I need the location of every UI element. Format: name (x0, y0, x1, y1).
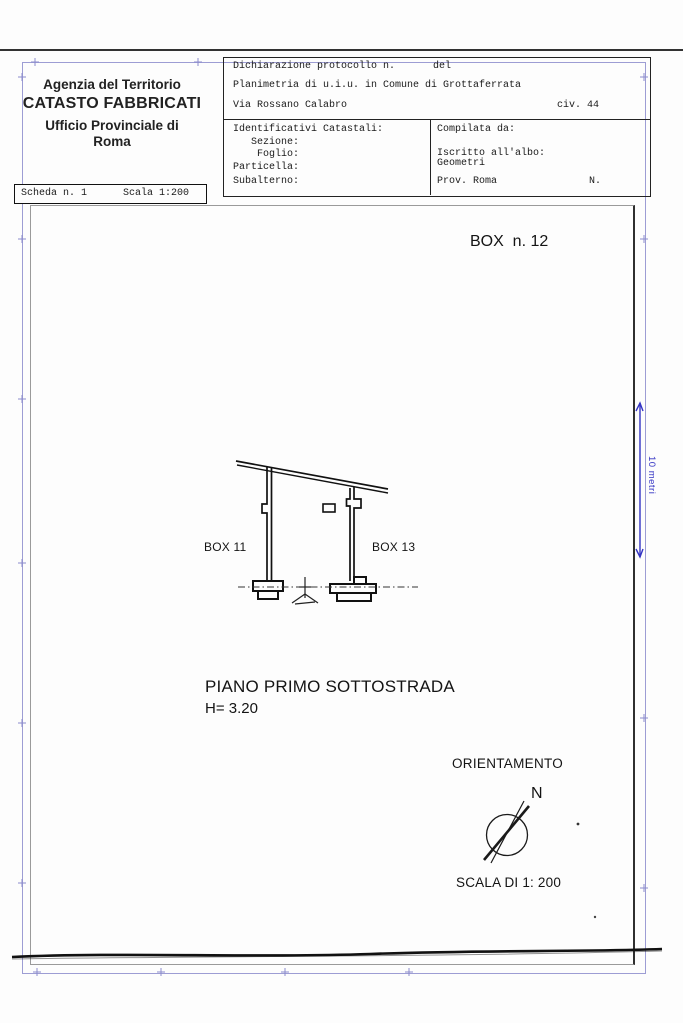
agency-name: Agenzia del Territorio (43, 77, 181, 92)
civic-number: civ. 44 (557, 100, 600, 111)
protocol-del-label: del (433, 61, 452, 72)
street-line: Via Rossano Calabro (233, 100, 348, 111)
subalterno-label: Subalterno: (233, 176, 300, 187)
dimension-arrow (636, 403, 643, 557)
sezione-label: Sezione: (251, 137, 300, 148)
right-footing (330, 577, 376, 601)
prov-label: Prov. Roma (437, 176, 498, 187)
iscritto-label: Iscritto all'albo: (437, 148, 546, 159)
left-unit-label: BOX 11 (204, 540, 247, 554)
catasto-title: CATASTO FABBRICATI (22, 95, 202, 112)
pillar (323, 504, 335, 512)
protocol-label: Dichiarazione protocollo n. (233, 61, 396, 72)
foglio-label: Foglio: (257, 149, 300, 160)
particella-label: Particella: (233, 162, 300, 173)
left-footing (253, 581, 283, 599)
office-city: Roma (93, 134, 131, 149)
ink-dot (594, 916, 596, 918)
north-label: N (531, 785, 543, 802)
ground-line (12, 949, 662, 959)
scheda-scale: Scala 1:200 (123, 188, 190, 199)
scale-label: SCALA DI 1: 200 (456, 875, 562, 890)
north-needle-icon (484, 801, 529, 863)
compilata-label: Compilata da: (437, 124, 516, 135)
right-unit-label: BOX 13 (372, 540, 416, 554)
compass-icon (484, 801, 529, 863)
orientation-title: ORIENTAMENTO (452, 756, 564, 771)
office-line: Ufficio Provinciale di (45, 118, 179, 133)
numero-label: N. (589, 176, 602, 187)
floor-label: PIANO PRIMO SOTTOSTRADA (205, 677, 455, 696)
floor-height-label: H= 3.20 (205, 700, 258, 717)
identificativi-title: Identificativi Catastali: (233, 124, 384, 135)
crop-marks-icon (18, 58, 648, 976)
door-center-symbol (292, 577, 318, 604)
ink-dot (577, 823, 580, 826)
rear-wall-line (236, 461, 388, 493)
albo-value: Geometri (437, 158, 486, 169)
planimetria-line: Planimetria di u.i.u. in Comune di Grottaferrata (233, 80, 522, 91)
plan-drawing (236, 461, 418, 604)
left-wall (262, 467, 272, 581)
right-wall (347, 487, 362, 581)
dimension-label: 10 metri (646, 456, 657, 495)
unit-title: BOX n. 12 (470, 233, 549, 250)
scheda-number: Scheda n. 1 (21, 188, 88, 199)
